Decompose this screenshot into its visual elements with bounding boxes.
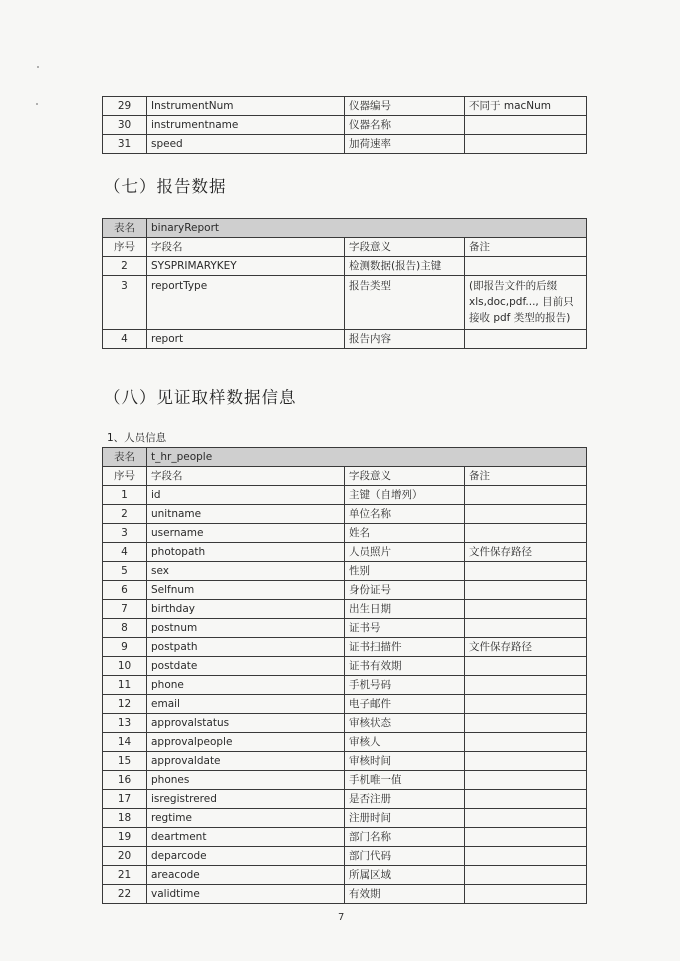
binary-report-table — [102, 218, 587, 349]
cell-field: approvalpeople — [147, 733, 345, 752]
cell-meaning: 有效期 — [345, 885, 465, 904]
cell-no: 6 — [103, 581, 147, 600]
cell-field: postpath — [147, 638, 345, 657]
col-header-field: 字段名 — [147, 467, 345, 486]
cell-meaning: 手机号码 — [345, 676, 465, 695]
table-row — [103, 638, 587, 657]
table-row — [103, 828, 587, 847]
table-row — [103, 866, 587, 885]
col-header-meaning: 字段意义 — [345, 238, 465, 257]
people-table — [102, 447, 587, 904]
cell-no: 2 — [103, 505, 147, 524]
cell-no: 4 — [103, 543, 147, 562]
cell-meaning: 所属区域 — [345, 866, 465, 885]
cell-no: 19 — [103, 828, 147, 847]
cell-no: 21 — [103, 866, 147, 885]
table-row — [103, 790, 587, 809]
scan-speck — [37, 66, 39, 68]
table-row — [103, 330, 587, 349]
cell-field: reportType — [147, 276, 345, 330]
cell-note — [465, 828, 587, 847]
section-heading-report-data: （七）报告数据 — [104, 177, 227, 196]
cell-no: 5 — [103, 562, 147, 581]
cell-field: approvalstatus — [147, 714, 345, 733]
cell-no: 20 — [103, 847, 147, 866]
table-row — [103, 581, 587, 600]
cell-field: Selfnum — [147, 581, 345, 600]
cell-note — [465, 505, 587, 524]
cell-meaning: 单位名称 — [345, 505, 465, 524]
table-row — [103, 619, 587, 638]
cell-note — [465, 135, 587, 154]
cell-meaning: 性别 — [345, 562, 465, 581]
table-row — [103, 733, 587, 752]
cell-meaning: 报告内容 — [345, 330, 465, 349]
col-header-no: 序号 — [103, 467, 147, 486]
cell-no: 29 — [103, 97, 147, 116]
cell-field: InstrumentNum — [147, 97, 345, 116]
cell-no: 2 — [103, 257, 147, 276]
cell-no: 3 — [103, 276, 147, 330]
table-row — [103, 276, 587, 330]
cell-note: 文件保存路径 — [465, 638, 587, 657]
cell-note — [465, 752, 587, 771]
table-row — [103, 562, 587, 581]
scan-speck — [36, 103, 38, 105]
cell-field: approvaldate — [147, 752, 345, 771]
cell-no: 22 — [103, 885, 147, 904]
cell-no: 14 — [103, 733, 147, 752]
col-header-field: 字段名 — [147, 238, 345, 257]
section-heading-witness-sampling: （八）见证取样数据信息 — [104, 388, 297, 407]
cell-field: regtime — [147, 809, 345, 828]
cell-meaning: 姓名 — [345, 524, 465, 543]
cell-field: email — [147, 695, 345, 714]
cell-no: 15 — [103, 752, 147, 771]
table-header-row — [103, 238, 587, 257]
table-row — [103, 847, 587, 866]
table-row — [103, 486, 587, 505]
table-row — [103, 657, 587, 676]
cell-note — [465, 116, 587, 135]
cell-meaning: 注册时间 — [345, 809, 465, 828]
table-row — [103, 97, 587, 116]
cell-meaning: 主键（自增列） — [345, 486, 465, 505]
cell-meaning: 检测数据(报告)主键 — [345, 257, 465, 276]
cell-meaning: 加荷速率 — [345, 135, 465, 154]
cell-no: 10 — [103, 657, 147, 676]
cell-no: 8 — [103, 619, 147, 638]
table-row — [103, 752, 587, 771]
cell-note: (即报告文件的后缀 xls,doc,pdf..., 目前只接收 pdf 类型的报告) — [465, 276, 587, 330]
cell-field: deparcode — [147, 847, 345, 866]
cell-note — [465, 790, 587, 809]
cell-field: postdate — [147, 657, 345, 676]
table-name-row — [103, 219, 587, 238]
cell-field: sex — [147, 562, 345, 581]
table-row — [103, 524, 587, 543]
cell-field: isregistrered — [147, 790, 345, 809]
cell-field: validtime — [147, 885, 345, 904]
cell-no: 12 — [103, 695, 147, 714]
cell-meaning: 是否注册 — [345, 790, 465, 809]
cell-field: id — [147, 486, 345, 505]
table-name-label: 表名 — [103, 219, 147, 238]
table-name-row — [103, 448, 587, 467]
col-header-note: 备注 — [465, 467, 587, 486]
cell-no: 30 — [103, 116, 147, 135]
cell-meaning: 部门代码 — [345, 847, 465, 866]
cell-note — [465, 600, 587, 619]
table-row — [103, 257, 587, 276]
cell-note: 文件保存路径 — [465, 543, 587, 562]
cell-field: areacode — [147, 866, 345, 885]
cell-note — [465, 885, 587, 904]
cell-note — [465, 330, 587, 349]
cell-meaning: 证书扫描件 — [345, 638, 465, 657]
table-name-label: 表名 — [103, 448, 147, 467]
cell-field: unitname — [147, 505, 345, 524]
cell-no: 11 — [103, 676, 147, 695]
table-name-value: binaryReport — [147, 219, 587, 238]
col-header-meaning: 字段意义 — [345, 467, 465, 486]
cell-field: speed — [147, 135, 345, 154]
cell-note — [465, 581, 587, 600]
cell-meaning: 仪器名称 — [345, 116, 465, 135]
cell-no: 13 — [103, 714, 147, 733]
cell-meaning: 出生日期 — [345, 600, 465, 619]
col-header-no: 序号 — [103, 238, 147, 257]
subheading-personnel-info: 1、人员信息 — [107, 432, 167, 444]
cell-no: 16 — [103, 771, 147, 790]
cell-meaning: 证书有效期 — [345, 657, 465, 676]
cell-field: phone — [147, 676, 345, 695]
cell-meaning: 报告类型 — [345, 276, 465, 330]
cell-note — [465, 714, 587, 733]
cell-no: 17 — [103, 790, 147, 809]
cell-note — [465, 257, 587, 276]
cell-field: birthday — [147, 600, 345, 619]
cell-meaning: 证书号 — [345, 619, 465, 638]
table-row — [103, 116, 587, 135]
cell-note — [465, 486, 587, 505]
cell-field: username — [147, 524, 345, 543]
cell-note — [465, 695, 587, 714]
table-row — [103, 714, 587, 733]
cell-no: 9 — [103, 638, 147, 657]
table-row — [103, 505, 587, 524]
instrument-table — [102, 96, 587, 154]
cell-no: 3 — [103, 524, 147, 543]
cell-note — [465, 733, 587, 752]
table-row — [103, 600, 587, 619]
cell-field: deartment — [147, 828, 345, 847]
cell-note — [465, 866, 587, 885]
page-number: 7 — [338, 912, 345, 923]
table-row — [103, 543, 587, 562]
cell-note — [465, 562, 587, 581]
cell-field: postnum — [147, 619, 345, 638]
cell-field: report — [147, 330, 345, 349]
cell-meaning: 审核人 — [345, 733, 465, 752]
cell-meaning: 部门名称 — [345, 828, 465, 847]
table-row — [103, 885, 587, 904]
cell-meaning: 手机唯一值 — [345, 771, 465, 790]
cell-note — [465, 619, 587, 638]
cell-field: instrumentname — [147, 116, 345, 135]
cell-meaning: 身份证号 — [345, 581, 465, 600]
cell-no: 4 — [103, 330, 147, 349]
cell-no: 7 — [103, 600, 147, 619]
cell-meaning: 人员照片 — [345, 543, 465, 562]
col-header-note: 备注 — [465, 238, 587, 257]
table-header-row — [103, 467, 587, 486]
cell-note — [465, 809, 587, 828]
cell-note — [465, 524, 587, 543]
table-row — [103, 135, 587, 154]
cell-note: 不同于 macNum — [465, 97, 587, 116]
table-row — [103, 695, 587, 714]
cell-field: photopath — [147, 543, 345, 562]
table-row — [103, 809, 587, 828]
cell-meaning: 审核时间 — [345, 752, 465, 771]
table-name-value: t_hr_people — [147, 448, 587, 467]
cell-note — [465, 847, 587, 866]
cell-note — [465, 657, 587, 676]
cell-no: 18 — [103, 809, 147, 828]
cell-field: SYSPRIMARYKEY — [147, 257, 345, 276]
table-row — [103, 771, 587, 790]
cell-field: phones — [147, 771, 345, 790]
cell-meaning: 审核状态 — [345, 714, 465, 733]
table-row — [103, 676, 587, 695]
cell-meaning: 仪器编号 — [345, 97, 465, 116]
cell-note — [465, 676, 587, 695]
cell-meaning: 电子邮件 — [345, 695, 465, 714]
cell-note — [465, 771, 587, 790]
cell-no: 31 — [103, 135, 147, 154]
cell-no: 1 — [103, 486, 147, 505]
